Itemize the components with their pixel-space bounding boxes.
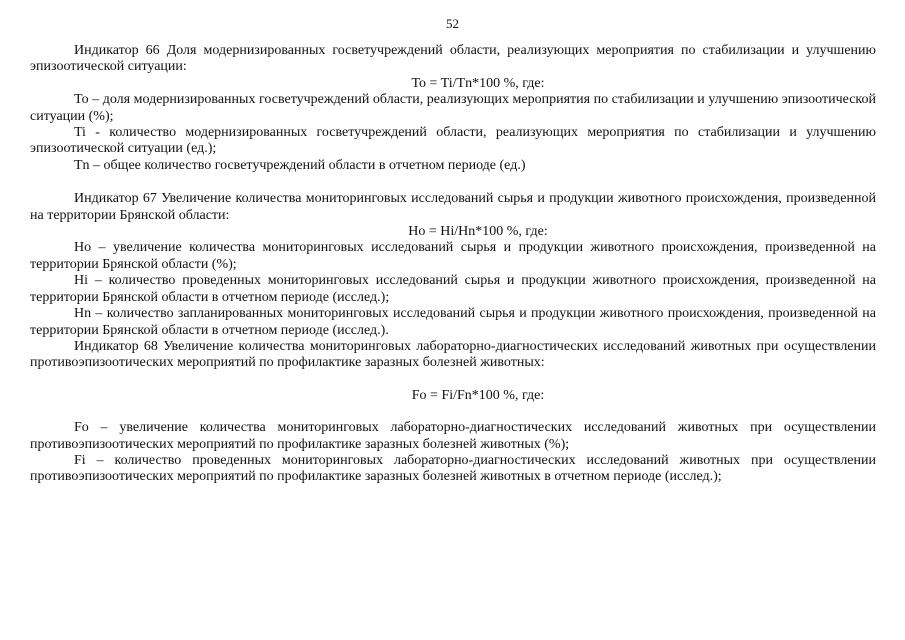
indicator-68-formula: Fo = Fi/Fn*100 %, где:: [411, 387, 545, 403]
indicator-68-section: [30, 339, 876, 486]
indicator-68-def-fo: Fo – увеличение количества мониторинговых лабораторно-диагностических исследований животных при осуществлении противоэпизоотических мероприятий по профилактике заразных болезней животных (%);: [30, 420, 876, 452]
indicator-66-def-to: To – доля модернизированных госветучреждений области, реализующих мероприятия по стабилизации и улучшению эпизоотической ситуации (%);: [30, 92, 876, 124]
formula-spacer: [30, 372, 876, 388]
document-body: [30, 43, 876, 486]
indicator-66-formula: To = Ti/Tn*100 %, где:: [411, 75, 545, 91]
page-number: 52: [446, 16, 459, 31]
indicator-66-title: Индикатор 66 Доля модернизированных госветучреждений области, реализующих мероприятия по стабилизации и улучшению эпизоотической ситуации:: [30, 43, 876, 75]
formula-spacer: [30, 404, 876, 420]
indicator-67-def-hi: Hi – количество проведенных мониторинговых исследований сырья и продукции животного происхождения, произведенной на территории Брянской области в отчетном периоде (исслед.);: [30, 273, 876, 305]
indicator-67-title: Индикатор 67 Увеличение количества мониторинговых исследований сырья и продукции животного происхождения, произведенной на территории Брянской области:: [30, 191, 876, 223]
indicator-68-title: Индикатор 68 Увеличение количества мониторинговых лабораторно-диагностических исследований животных при осуществлении противоэпизоотических мероприятий по профилактике заразных болезней животных:: [30, 338, 876, 371]
section-gap: [30, 174, 876, 191]
indicator-66-section: [30, 43, 876, 174]
indicator-66-def-ti: Ti - количество модернизированных госветучреждений области, реализующих мероприятия по стабилизации и улучшению эпизоотической ситуации (ед.);: [30, 125, 876, 157]
indicator-67-def-ho: Ho – увеличение количества мониторинговых исследований сырья и продукции животного происхождения, произведенной на территории Брянской области (%);: [30, 240, 876, 272]
indicator-66-def-tn: Tn – общее количество госветучреждений области в отчетном периоде (ед.): [74, 157, 526, 173]
indicator-67-section: [30, 191, 876, 339]
indicator-67-def-hn: Hn – количество запланированных мониторинговых исследований сырья и продукции животного происхождения, произведенной на территории Брянской области в отчетном периоде (исслед.).: [30, 306, 876, 338]
indicator-67-formula: Ho = Hi/Hn*100 %, где:: [408, 224, 548, 240]
indicator-68-def-fi: Fi – количество проведенных мониторинговых лабораторно-диагностических исследований животных при осуществлении противоэпизоотических мероприятий по профилактике заразных болезней животных в отчетном периоде (исслед.);: [30, 452, 876, 485]
